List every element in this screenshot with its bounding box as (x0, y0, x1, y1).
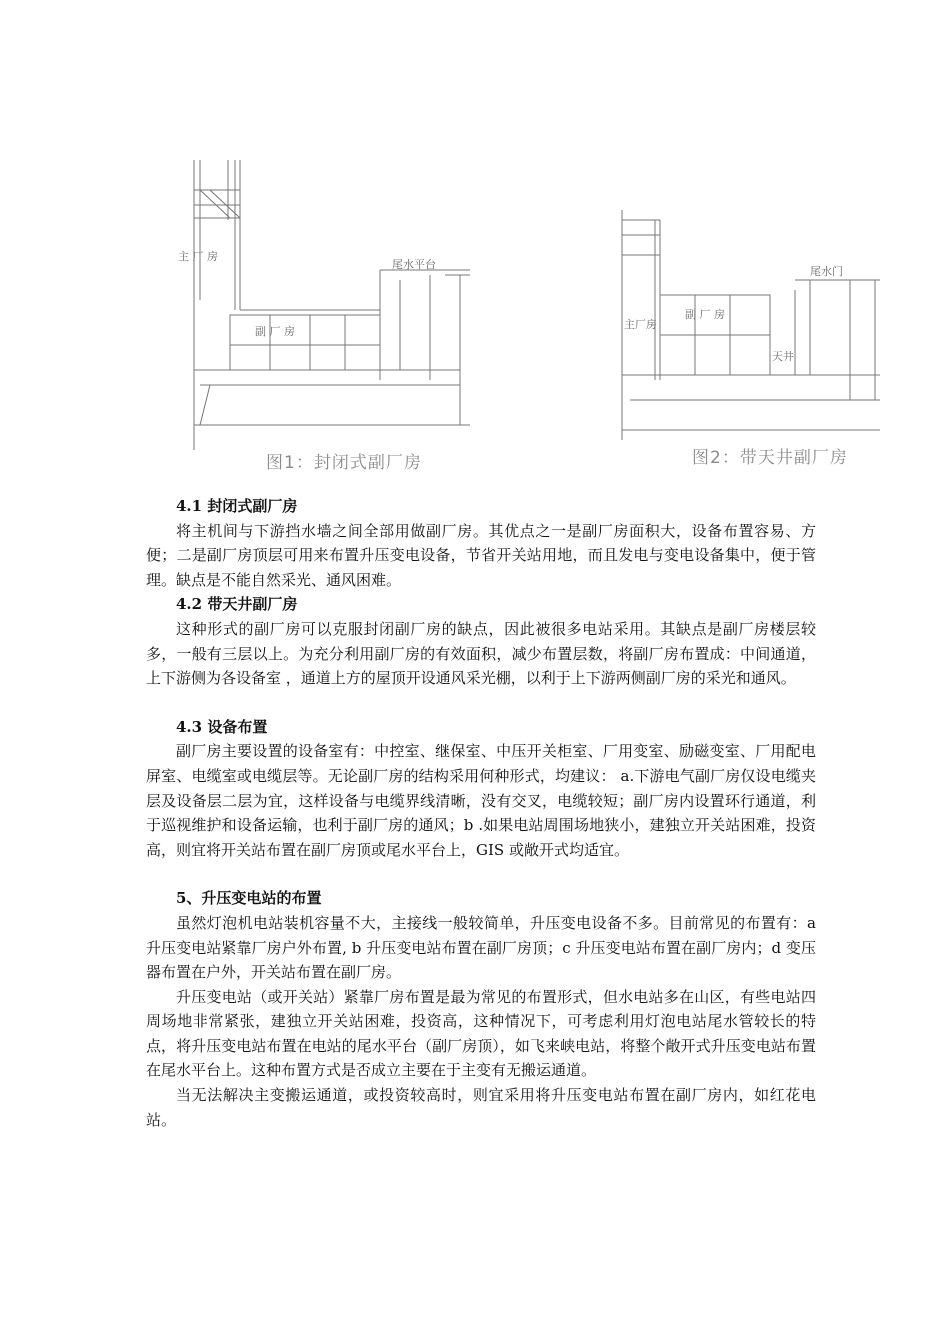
document-body (146, 494, 816, 1132)
fig1-label-tail: 尾水平台 (392, 258, 436, 271)
section-5-paragraph-3: 当无法解决主变搬运通道，或投资较高时，则宜采用将升压变电站布置在副厂房内，如红花电站。 (146, 1086, 816, 1129)
figure-2-drawing (610, 200, 890, 480)
section-4-1-heading: 4.1 封闭式副厂房 (176, 497, 298, 515)
fig1-label-main: 主 厂 房 (178, 250, 218, 263)
fig2-label-main: 主厂房 (624, 318, 657, 331)
fig2-label-aux: 副 厂 房 (685, 308, 725, 321)
figure-1-drawing (170, 150, 480, 480)
figure-1-caption: 图1：封闭式副厂房 (266, 453, 422, 473)
section-4-2-heading: 4.2 带天井副厂房 (176, 595, 298, 614)
figure-2-caption: 图2：带天井副厂房 (692, 448, 848, 468)
section-5-heading: 5、升压变电站的布置 (176, 889, 322, 908)
fig1-label-aux: 副 厂 房 (255, 325, 295, 338)
section-4-3-heading: 4.3 设备布置 (176, 717, 268, 736)
fig2-label-well: 天井 (772, 350, 794, 363)
fig2-label-tail: 尾水门 (810, 265, 843, 278)
section-4-2-paragraph: 这种形式的副厂房可以克服封闭副厂房的缺点，因此被很多电站采用。其缺点是副厂房楼层较多，一般有三层以上。为充分利用副厂房的有效面积，减少布置层数，将副厂房布置成：中间通道，上下游侧为各设备室 ，通道上方的屋顶开设通风采光棚，以利于上下游两侧副厂房的采光和通风。 (146, 619, 816, 688)
section-4-1-paragraph: 将主机间与下游挡水墙之间全部用做副厂房。其优点之一是副厂房面积大，设备布置容易、方便；二是副厂房顶层可用来布置升压变电设备，节省开关站用地，而且发电与变电设备集中，便于管理。缺点是不能自然采光、通风困难。 (146, 521, 816, 589)
section-5-paragraph-2: 升压变电站（或开关站）紧靠厂房布置是最为常见的布置形式，但水电站多在山区，有些电站四周场地非常紧张，建独立开关站困难，投资高，这种情况下，可考虑利用灯泡电站尾水管较长的特点，将升压变电站布置在电站的尾水平台（副厂房顶），如飞来峡电站，将整个敞开式升压变电站布置在尾水平台上。这种布置方式是否成立主要在于主变有无搬运通道。 (146, 987, 816, 1080)
section-5-paragraph-1: 虽然灯泡机电站装机容量不大，主接线一般较简单，升压变电设备不多。目前常见的布置有：a 升压变电站紧靠厂房户外布置, b 升压变电站布置在副厂房顶；c 升压变电站布置在副厂房内；d 变压器布置在户外，开关站布置在副厂房。 (146, 913, 816, 982)
section-4-3-paragraph: 副厂房主要设置的设备室有：中控室、继保室、中压开关柜室、厂用变室、励磁变室、厂用配电屏室、电缆室或电缆层等。无论副厂房的结构采用何种形式，均建议： a.下游电气副厂房仅设电缆夹层及设备层二层为宜，这样设备与电缆界线清晰，没有交叉，电缆较短；副厂房内设置环行通道，利于巡视维护和设备运输，也利于副厂房的通风；b .如果电站周围场地狭小，建独立开关站困难，投资高，则宜将开关站布置在副厂房顶或尾水平台上，GIS 或敞开式均适宜。 (146, 742, 816, 859)
